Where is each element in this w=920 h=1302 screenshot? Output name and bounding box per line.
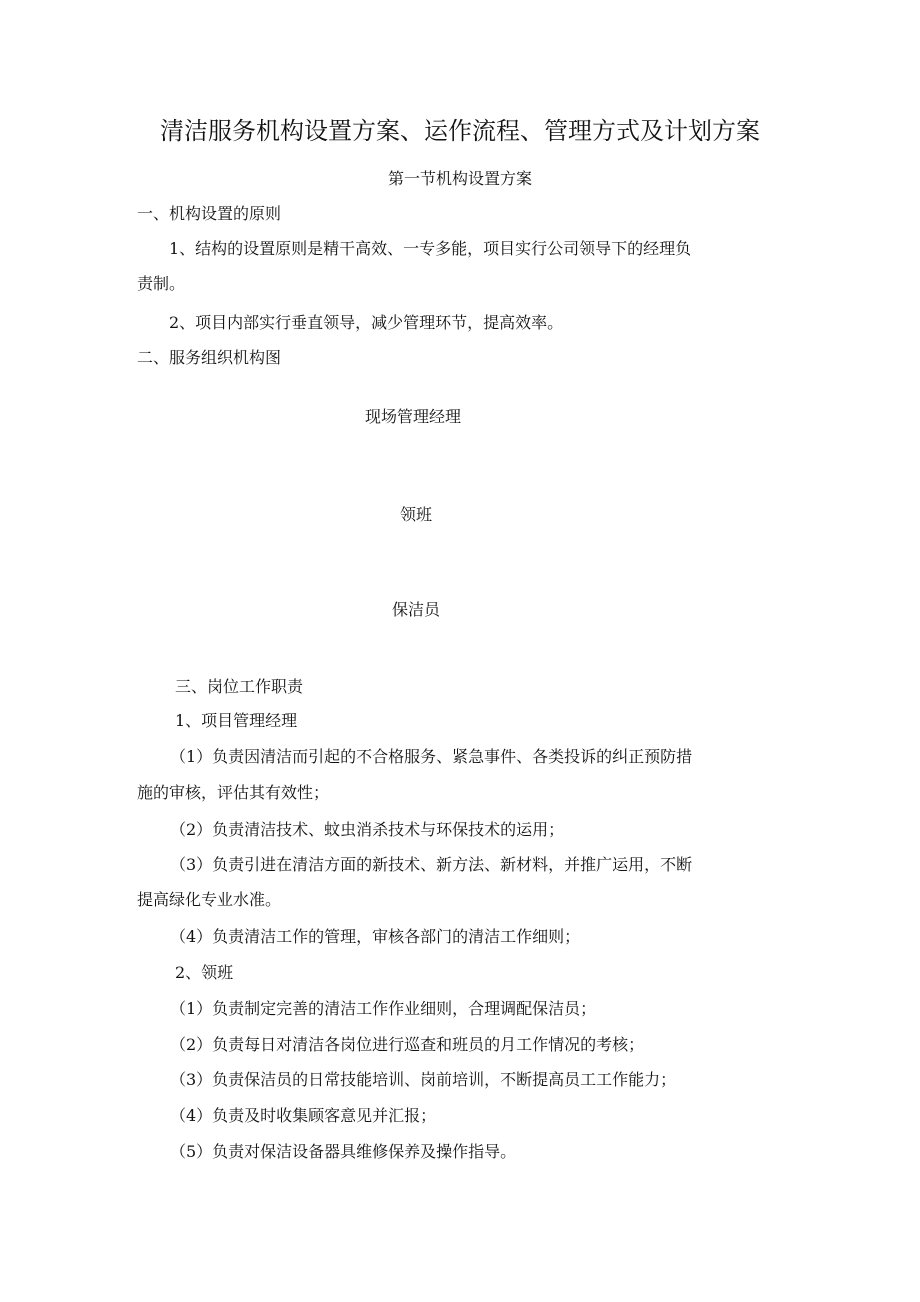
- manager-duty-3-line-1: （3）负责引进在清洁方面的新技术、新方法、新材料，并推广运用，不断: [170, 855, 693, 874]
- org-node-cleaner: 保洁员: [392, 600, 441, 619]
- heading-org-chart: 二、服务组织机构图: [137, 348, 282, 367]
- leader-duty-3: （3）负责保洁员的日常技能培训、岗前培训，不断提高员工工作能力；: [170, 1070, 677, 1089]
- subheading-team-leader: 2、领班: [175, 963, 234, 982]
- org-node-team-leader: 领班: [400, 505, 433, 524]
- subheading-project-manager: 1、项目管理经理: [175, 711, 298, 730]
- leader-duty-1: （1）负责制定完善的清洁工作作业细则，合理调配保洁员；: [170, 999, 597, 1018]
- heading-principles: 一、机构设置的原则: [137, 204, 282, 223]
- document-title: 清洁服务机构设置方案、运作流程、管理方式及计划方案: [160, 117, 760, 145]
- manager-duty-2: （2）负责清洁技术、蚊虫消杀技术与环保技术的运用；: [170, 820, 565, 839]
- leader-duty-2: （2）负责每日对清洁各岗位进行巡查和班员的月工作情况的考核；: [170, 1035, 645, 1054]
- paragraph-principle-2: 2、项目内部实行垂直领导，减少管理环节，提高效率。: [169, 313, 564, 332]
- manager-duty-3-line-2: 提高绿化专业水准。: [137, 890, 282, 909]
- heading-duties: 三、岗位工作职责: [175, 677, 304, 696]
- manager-duty-4: （4）负责清洁工作的管理，审核各部门的清洁工作细则；: [170, 927, 581, 946]
- org-node-site-manager: 现场管理经理: [365, 407, 462, 426]
- leader-duty-4: （4）负责及时收集顾客意见并汇报；: [170, 1106, 437, 1125]
- leader-duty-5: （5）负责对保洁设备器具维修保养及操作指导。: [170, 1142, 517, 1161]
- manager-duty-1-line-2: 施的审核，评估其有效性；: [137, 783, 330, 802]
- section-title: 第一节机构设置方案: [387, 169, 532, 188]
- paragraph-principle-1-line-1: 1、结构的设置原则是精干高效、一专多能，项目实行公司领导下的经理负: [169, 239, 692, 258]
- paragraph-principle-1-line-2: 责制。: [137, 274, 186, 293]
- manager-duty-1-line-1: （1）负责因清洁而引起的不合格服务、紧急事件、各类投诉的纠正预防措: [170, 747, 693, 766]
